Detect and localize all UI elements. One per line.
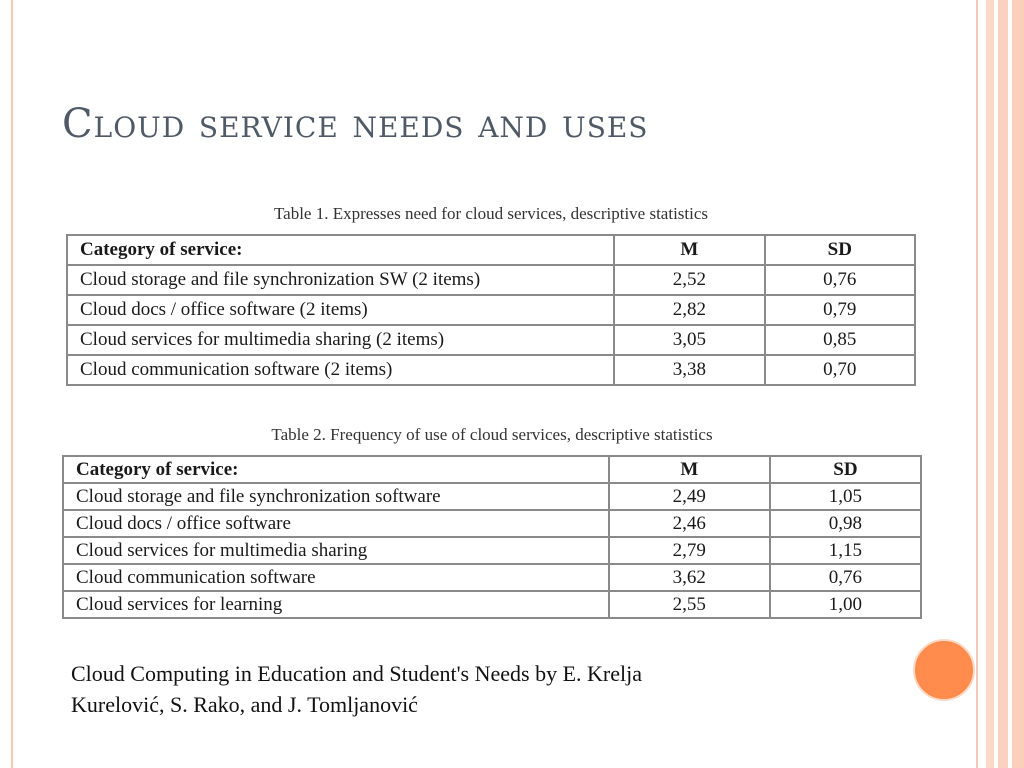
source-citation — [71, 658, 871, 720]
header-sd: SD — [770, 456, 921, 483]
row-mean: 2,46 — [609, 510, 770, 537]
row-category: Cloud storage and file synchronization software — [63, 483, 609, 510]
table-row — [63, 537, 921, 564]
table-header-row — [67, 235, 915, 265]
table-row — [67, 265, 915, 295]
usage-statistics-table — [62, 455, 922, 619]
row-category: Cloud communication software — [63, 564, 609, 591]
row-category: Cloud docs / office software (2 items) — [67, 295, 614, 325]
right-frame-stripes — [976, 0, 1024, 768]
row-sd: 0,85 — [765, 325, 915, 355]
needs-statistics-table — [66, 234, 916, 386]
header-mean: M — [609, 456, 770, 483]
row-category: Cloud storage and file synchronization SW (2 items) — [67, 265, 614, 295]
header-sd: SD — [765, 235, 915, 265]
row-sd: 1,00 — [770, 591, 921, 618]
table-row — [63, 483, 921, 510]
header-category: Category of service: — [63, 456, 609, 483]
row-mean: 2,49 — [609, 483, 770, 510]
row-sd: 0,79 — [765, 295, 915, 325]
header-mean: M — [614, 235, 764, 265]
table1-caption: Table 1. Expresses need for cloud services, descriptive statistics — [273, 204, 709, 223]
row-category: Cloud communication software (2 items) — [67, 355, 614, 385]
row-mean: 3,62 — [609, 564, 770, 591]
row-mean: 2,79 — [609, 537, 770, 564]
table-row — [63, 510, 921, 537]
citation-line-1: Cloud Computing in Education and Student's Needs by E. Krelja — [71, 661, 643, 686]
row-sd: 0,70 — [765, 355, 915, 385]
table-row — [63, 591, 921, 618]
row-sd: 0,98 — [770, 510, 921, 537]
table-row — [63, 564, 921, 591]
row-sd: 0,76 — [770, 564, 921, 591]
row-category: Cloud services for multimedia sharing — [63, 537, 609, 564]
row-mean: 2,55 — [609, 591, 770, 618]
left-frame-border — [0, 0, 13, 768]
row-mean: 2,82 — [614, 295, 764, 325]
table-row — [67, 295, 915, 325]
table-row — [67, 325, 915, 355]
row-category: Cloud docs / office software — [63, 510, 609, 537]
row-mean: 2,52 — [614, 265, 764, 295]
row-mean: 3,05 — [614, 325, 764, 355]
table-header-row — [63, 456, 921, 483]
row-category: Cloud services for multimedia sharing (2 items) — [67, 325, 614, 355]
table2-caption: Table 2. Frequency of use of cloud services, descriptive statistics — [271, 425, 713, 444]
row-sd: 1,05 — [770, 483, 921, 510]
row-sd: 1,15 — [770, 537, 921, 564]
table-row — [67, 355, 915, 385]
row-mean: 3,38 — [614, 355, 764, 385]
citation-line-2: Kurelović, S. Rako, and J. Tomljanović — [71, 692, 418, 717]
row-category: Cloud services for learning — [63, 591, 609, 618]
slide-title: Cloud service needs and uses — [62, 101, 649, 147]
row-sd: 0,76 — [765, 265, 915, 295]
header-category: Category of service: — [67, 235, 614, 265]
decorative-circle — [913, 639, 975, 701]
